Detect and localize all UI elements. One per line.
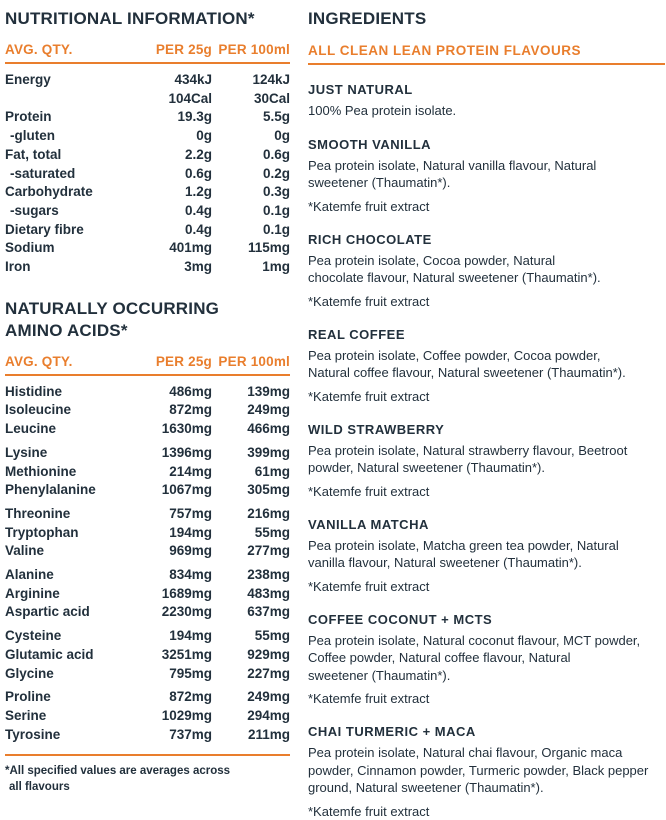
footnote-rule (5, 754, 290, 756)
flavour-name: WILD STRAWBERRY (308, 421, 445, 437)
table-row (5, 542, 290, 561)
flavour-name: SMOOTH VANILLA (308, 136, 432, 152)
table-row (5, 524, 290, 543)
ingredients-line: ground, Natural sweetener (Thaumatin*). (308, 780, 544, 795)
value-per-25g: 434kJ (174, 72, 212, 87)
table-row (5, 383, 290, 402)
row-label: Protein (5, 109, 52, 125)
value-per-100ml: 238mg (247, 567, 290, 583)
row-label: Threonine (5, 505, 71, 521)
katemfe-note: *Katemfe fruit extract (308, 803, 430, 819)
value-per-25g: 0g (196, 128, 212, 144)
table-row (5, 221, 290, 240)
table-row (5, 444, 290, 463)
ingredients-line: Pea protein isolate, Matcha green tea powder, Natural (308, 537, 619, 553)
row-label: Tyrosine (5, 726, 61, 742)
value-per-100ml: 0g (274, 128, 290, 144)
row-label: Glutamic acid (5, 646, 94, 662)
table-row (5, 90, 290, 109)
value-per-100ml: 637mg (247, 604, 290, 620)
value-per-25g: 872mg (169, 689, 212, 705)
value-per-25g: 194mg (169, 524, 212, 540)
row-label: Glycine (5, 665, 54, 681)
value-per-100ml: 1mg (262, 259, 290, 275)
value-per-25g: 3mg (184, 259, 212, 275)
table-row (5, 585, 290, 604)
amino-group (5, 444, 290, 500)
value-per-100ml: 0.1g (262, 202, 290, 218)
table-row (5, 127, 290, 146)
katemfe-note: *Katemfe fruit extract (308, 483, 430, 499)
table-row (5, 146, 290, 165)
value-per-100ml: 483mg (247, 585, 290, 601)
ingredient-section (308, 137, 665, 215)
ingredients-title: INGREDIENTS (308, 9, 427, 28)
value-per-100ml: 0.1g (262, 221, 290, 237)
row-label: -gluten (10, 128, 55, 144)
table-row (5, 688, 290, 707)
amino-group (5, 627, 290, 683)
ingredient-section (308, 422, 665, 500)
row-label: Valine (5, 543, 45, 559)
row-label: Tryptophan (5, 524, 79, 540)
value-per-25g: 737mg (169, 726, 212, 742)
flavour-ingredients (308, 632, 665, 685)
ingredient-section (308, 612, 665, 708)
row-label: Proline (5, 689, 51, 705)
ingredients-line: powder, Cinnamon powder, Turmeric powder, Black pepper (308, 762, 649, 778)
value-per-100ml: 305mg (247, 482, 290, 498)
table-row (5, 420, 290, 439)
value-per-100ml: 227mg (247, 665, 290, 681)
table-row (5, 665, 290, 684)
row-label: Cysteine (5, 628, 62, 644)
amino-group (5, 383, 290, 439)
value-per-25g: 795mg (169, 665, 212, 681)
ingredients-line: Pea protein isolate, Cocoa powder, Natural (308, 252, 556, 268)
value-per-100ml: 0.3g (262, 184, 290, 200)
amino-title-line2: AMINO ACIDS* (5, 320, 128, 340)
value-per-25g: 194mg (169, 628, 212, 644)
row-label: Dietary fibre (5, 221, 84, 237)
value-per-100ml: 124kJ (252, 72, 290, 87)
ingredients-line: chocolate flavour, Natural sweetener (Thaumatin*). (308, 270, 601, 285)
value-per-25g: 2.2g (184, 146, 212, 162)
ingredients-line: Pea protein isolate, Natural coconut flavour, MCT powder, (308, 632, 641, 648)
value-per-25g: 1.2g (184, 184, 212, 200)
ingredients-line: Pea protein isolate, Natural chai flavour, Organic maca (308, 745, 623, 760)
table-row (5, 71, 290, 90)
ingredients-line: Natural coffee flavour, Natural sweetener (Thaumatin*). (308, 365, 626, 380)
flavour-ingredients (308, 442, 665, 477)
nutrition-column (5, 6, 290, 820)
value-per-100ml: 466mg (247, 421, 290, 437)
ingredients-line: vanilla flavour, Natural sweetener (Thaumatin*). (308, 555, 582, 570)
table-row (5, 239, 290, 258)
ingredient-section (308, 327, 665, 405)
value-per-25g: 214mg (169, 463, 212, 479)
value-per-100ml: 249mg (247, 402, 290, 418)
amino-acids-table (5, 383, 290, 745)
value-per-100ml: 30Cal (253, 90, 290, 106)
value-per-25g: 757mg (169, 505, 212, 521)
ingredients-line: Pea protein isolate, Natural vanilla flavour, Natural (308, 157, 597, 173)
value-per-25g: 1689mg (161, 585, 212, 601)
ingredient-section (308, 517, 665, 595)
ingredients-line: Coffee powder, Natural coffee flavour, Natural (308, 650, 571, 665)
katemfe-note: *Katemfe fruit extract (308, 198, 430, 214)
flavour-ingredients (308, 102, 665, 120)
value-per-25g: 969mg (169, 543, 212, 559)
header-avg-qty: AVG. QTY. (5, 353, 73, 369)
flavour-name: REAL COFFEE (308, 326, 405, 342)
table-row (5, 726, 290, 745)
value-per-25g: 3251mg (161, 646, 212, 662)
flavour-name: JUST NATURAL (308, 82, 413, 97)
nutrition-title: NUTRITIONAL INFORMATION* (5, 9, 255, 28)
row-label: Arginine (5, 585, 60, 601)
row-label: Carbohydrate (5, 184, 93, 200)
value-per-25g: 19.3g (177, 109, 212, 125)
table-row (5, 401, 290, 420)
footnote-line2: all flavours (9, 780, 70, 793)
row-label: Iron (5, 259, 31, 275)
flavour-ingredients (308, 157, 665, 192)
value-per-25g: 834mg (169, 567, 212, 583)
table-row (5, 463, 290, 482)
row-label: -saturated (10, 165, 76, 181)
table-row (5, 108, 290, 127)
row-label: Sodium (5, 240, 55, 256)
value-per-25g: 1396mg (161, 444, 212, 460)
value-per-100ml: 55mg (254, 628, 290, 644)
row-label: Alanine (5, 567, 54, 583)
value-per-100ml: 277mg (247, 543, 290, 559)
flavour-name: VANILLA MATCHA (308, 516, 429, 532)
value-per-100ml: 0.2g (262, 165, 290, 181)
row-label: Leucine (5, 421, 57, 437)
value-per-100ml: 55mg (254, 524, 290, 540)
value-per-100ml: 139mg (247, 383, 290, 399)
value-per-25g: 104Cal (168, 90, 212, 106)
value-per-100ml: 929mg (247, 646, 290, 662)
value-per-25g: 486mg (169, 383, 212, 399)
table-row (5, 183, 290, 202)
amino-title-line1: NATURALLY OCCURRING (5, 298, 220, 318)
ingredients-line: sweetener (Thaumatin*). (308, 667, 451, 683)
ingredients-subtitle: ALL CLEAN LEAN PROTEIN FLAVOURS (308, 43, 582, 58)
row-label: Lysine (5, 444, 48, 460)
value-per-100ml: 115mg (247, 240, 290, 256)
ingredient-section (308, 232, 665, 310)
amino-group (5, 566, 290, 622)
katemfe-note: *Katemfe fruit extract (308, 578, 430, 594)
table-row (5, 258, 290, 277)
row-label: -sugars (10, 202, 59, 218)
ingredients-line: powder, Natural sweetener (Thaumatin*). (308, 460, 546, 475)
nutrition-table (5, 71, 290, 277)
value-per-25g: 401mg (169, 240, 212, 256)
amino-group (5, 505, 290, 561)
flavour-ingredients (308, 744, 665, 797)
katemfe-note: *Katemfe fruit extract (308, 293, 430, 309)
amino-acids-title (5, 298, 290, 342)
value-per-25g: 2230mg (161, 604, 212, 620)
katemfe-note: *Katemfe fruit extract (308, 388, 430, 404)
ingredients-rule (308, 63, 665, 65)
katemfe-note: *Katemfe fruit extract (308, 691, 430, 706)
flavour-name: CHAI TURMERIC + MACA (308, 724, 476, 739)
row-label: Methionine (5, 463, 77, 479)
table-row (5, 165, 290, 184)
flavour-ingredients (308, 537, 665, 572)
row-label: Histidine (5, 383, 63, 399)
footnote-line1: *All specified values are averages across (5, 765, 231, 778)
value-per-100ml: 216mg (247, 505, 290, 521)
value-per-100ml: 399mg (247, 444, 290, 460)
value-per-25g: 0.4g (184, 202, 212, 218)
footnote (5, 764, 290, 795)
header-per-100ml: PER 100ml (218, 353, 290, 369)
value-per-100ml: 294mg (247, 707, 290, 723)
ingredient-section (308, 724, 665, 820)
ingredients-sections (308, 82, 665, 820)
nutrition-table-header (5, 42, 290, 57)
ingredients-line: Pea protein isolate, Coffee powder, Cocoa powder, (308, 347, 601, 363)
value-per-25g: 1029mg (161, 707, 212, 723)
table-row (5, 481, 290, 500)
row-label: Aspartic acid (5, 604, 90, 620)
value-per-100ml: 211mg (247, 726, 290, 742)
ingredients-line: 100% Pea protein isolate. (308, 103, 457, 118)
ingredients-line: sweetener (Thaumatin*). (308, 175, 451, 190)
value-per-25g: 1630mg (161, 421, 212, 437)
flavour-ingredients (308, 252, 665, 287)
header-rule (5, 374, 290, 376)
amino-table-header (5, 354, 290, 369)
table-row (5, 566, 290, 585)
value-per-25g: 1067mg (161, 482, 212, 498)
flavour-ingredients (308, 347, 665, 382)
table-row (5, 202, 290, 221)
amino-group (5, 688, 290, 744)
row-label: Isoleucine (5, 402, 72, 418)
value-per-25g: 0.4g (184, 221, 212, 237)
ingredient-section (308, 82, 665, 120)
row-label: Fat, total (5, 146, 62, 162)
flavour-name: RICH CHOCOLATE (308, 231, 432, 247)
table-row (5, 505, 290, 524)
table-row (5, 707, 290, 726)
value-per-25g: 0.6g (184, 165, 212, 181)
table-row (5, 627, 290, 646)
value-per-100ml: 0.6g (262, 146, 290, 162)
value-per-100ml: 249mg (247, 689, 290, 705)
row-label: Serine (5, 707, 47, 723)
value-per-100ml: 5.5g (262, 109, 290, 125)
header-per-25g: PER 25g (155, 353, 212, 369)
row-label: Phenylalanine (5, 482, 96, 498)
table-row (5, 646, 290, 665)
value-per-100ml: 61mg (254, 463, 290, 479)
value-per-25g: 872mg (169, 402, 212, 418)
table-row (5, 603, 290, 622)
row-label: Energy (5, 72, 51, 87)
header-per-100ml: PER 100ml (218, 42, 290, 57)
ingredients-line: Pea protein isolate, Natural strawberry flavour, Beetroot (308, 442, 628, 458)
header-rule (5, 62, 290, 64)
header-avg-qty: AVG. QTY. (5, 42, 73, 57)
flavour-name: COFFEE COCONUT + MCTS (308, 611, 493, 627)
ingredients-column (308, 6, 665, 820)
header-per-25g: PER 25g (155, 42, 212, 57)
